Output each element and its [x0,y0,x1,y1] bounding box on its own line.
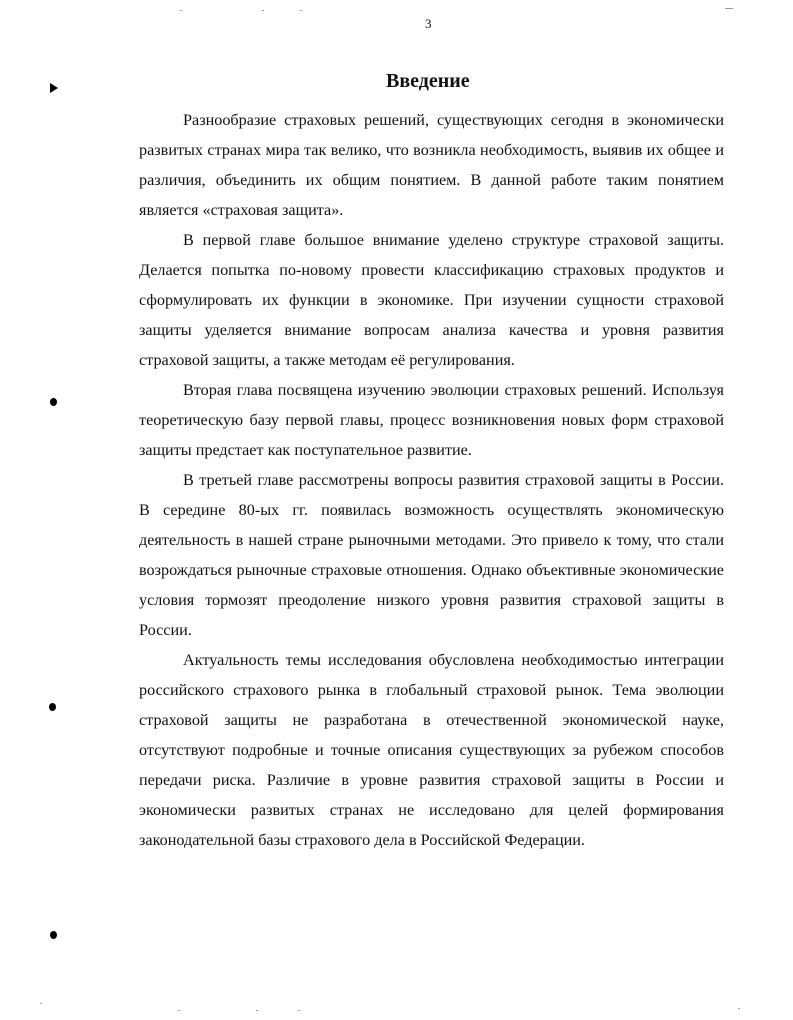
paragraph-3: Вторая глава посвящена изучению эволюции страховых решений. Используя теоретическую базу первой главы, процесс возникновения новых форм страховой защиты предстает как поступательное развитие. [139,381,724,459]
binding-mark-3 [49,703,56,711]
scan-tick [256,1010,258,1011]
binding-mark-4 [50,931,57,939]
page-title-text: Введение [386,70,470,92]
paragraph-5: Актуальность темы исследования обусловлена необходимостью интеграции российского страхового рынка в глобальный страховой рынок. Тема эволюции страховой защиты не разработана в отечественной экономической науке, отсутствуют подробные и точные описания существующих за рубежом способов передачи риска. Различие в уровне развития страховой защиты в России и экономически развитых странах не исследовано для целей формирования законодательной базы страхового дела в Российской Федерации. [139,651,724,849]
paragraph-4: В третьей главе рассмотрены вопросы развития страховой защиты в России. В середине 80-ых гг. появилась возможность осуществлять экономическую деятельность в нашей стране рыночными методами. Это привело к тому, что стали возрождаться рыночные страховые отношения. Однако объективные экономические условия тормозят преодоление низкого уровня развития страховой защиты в России. [139,471,724,639]
document-body [139,105,724,855]
binding-mark-1 [50,83,58,93]
scan-tick [725,8,733,9]
scan-tick [262,10,264,11]
page-number-text: 3 [425,16,432,31]
paragraph-2: В первой главе большое внимание уделено структуре страховой защиты. Делается попытка по-новому провести классификацию страховых продуктов и сформулировать их функции в экономике. При изучении сущности страховой защиты уделяется внимание вопросам анализа качества и уровня развития страховой защиты, а также методам её регулирования. [139,231,724,369]
scan-tick [178,1010,180,1011]
binding-mark-2 [50,398,57,406]
scan-tick [180,10,182,11]
scan-tick [738,1008,740,1009]
scan-tick [298,1010,300,1011]
scan-tick [40,1003,42,1004]
paragraph-1: Разнообразие страховых решений, существующих сегодня в экономически развитых странах мира так велико, что возникла необходимость, выявив их общее и различия, объединить их общим понятием. В данной работе таким понятием является «страховая защита». [139,111,724,219]
scan-tick [300,10,302,11]
